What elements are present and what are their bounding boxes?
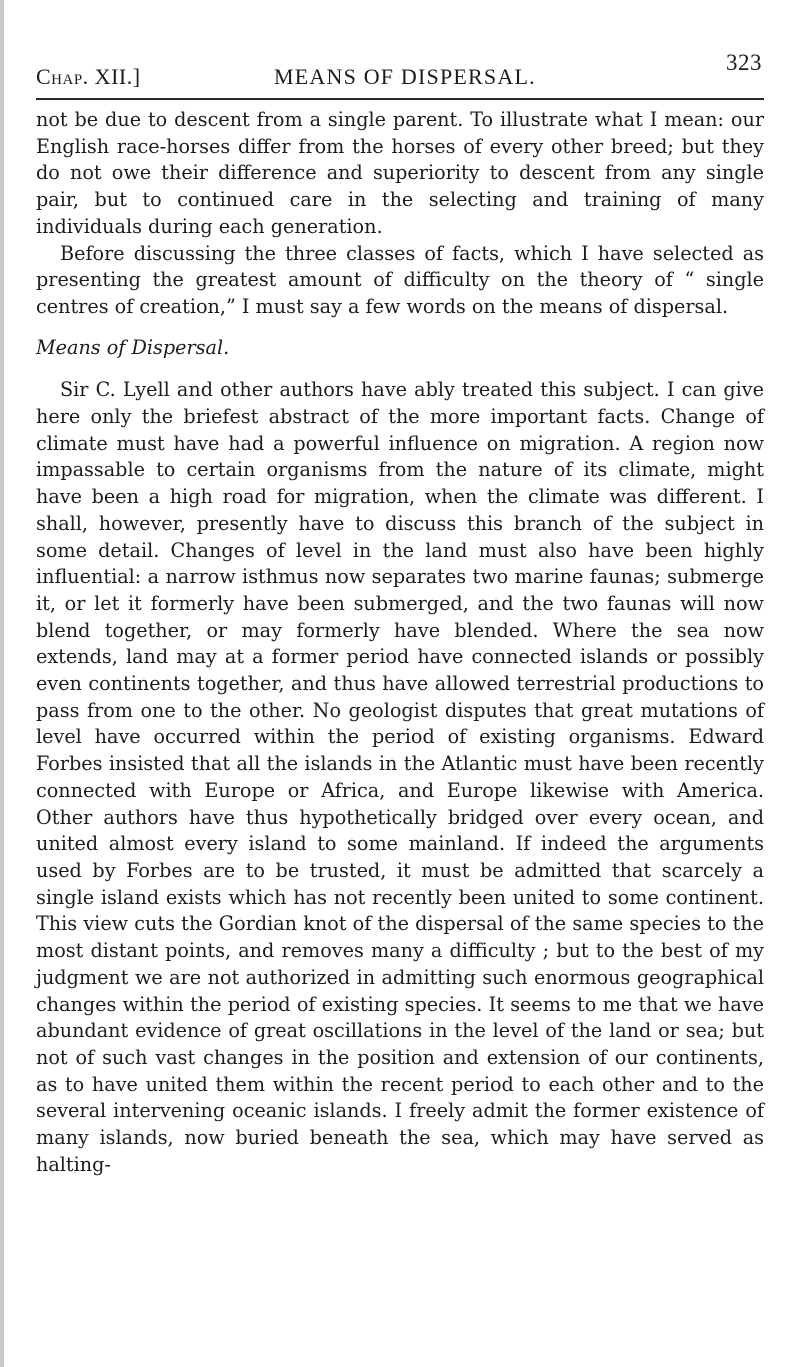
body-text — [36, 107, 764, 1178]
page-number: 323 — [726, 50, 762, 75]
section-heading: Means of Dispersal. — [36, 335, 230, 359]
page-spine-edge — [0, 0, 4, 1367]
chapter-label: Chap. XII.] — [36, 64, 141, 89]
header-rule — [36, 98, 764, 100]
paragraph-continued: not be due to descent from a single parent. To illustrate what I mean: our English race-horses differ from the horses of every other breed; but they do not owe their difference and superiority to descent from any single pair, but to continued care in the selecting and training of many individuals during each generation. — [36, 108, 764, 238]
paragraph-dispersal-intro: Before discussing the three classes of facts, which I have selected as presenting the greatest amount of difficulty on the theory of “ single centres of creation,” I must say a few words on the means of dispersal. — [36, 241, 764, 318]
running-head — [36, 50, 764, 94]
running-title: MEANS OF DISPERSAL. — [274, 64, 536, 89]
paragraph-means-of-dispersal: Sir C. Lyell and other authors have ably treated this subject. I can give here only the briefest abstract of the more important facts. Change of climate must have had a powerful influence on migration. A region now impassable to certain organisms from the nature of its climate, might have been a high road for migration, when the climate was different. I shall, however, presently have to discuss this branch of the subject in some detail. Changes of level in the land must also have been highly influential: a narrow isthmus now separates two marine faunas; submerge it, or let it formerly have been submerged, and the two faunas will now blend together, or may formerly have blended. Where the sea now extends, land may at a former period have connected islands or possibly even continents together, and thus have allowed terrestrial productions to pass from one to the other. No geologist disputes that great mutations of level have occurred within the period of existing organisms. Edward Forbes insisted that all the islands in the Atlantic must have been recently connected with Europe or Africa, and Europe likewise with America. Other authors have thus hypothetically bridged over every ocean, and united almost every island to some mainland. If indeed the arguments used by Forbes are to be trusted, it must be admitted that scarcely a single island exists which has not recently been united to some continent. This view cuts the Gordian knot of the dispersal of the same species to the most distant points, and removes many a difficulty ; but to the best of my judgment we are not authorized in admitting such enormous geographical changes within the period of existing species. It seems to me that we have abundant evidence of great oscillations in the level of the land or sea; but not of such vast changes in the position and extension of our continents, as to have united them within the recent period to each other and to the several intervening oceanic islands. I freely admit the former existence of many islands, now buried beneath the sea, which may have served as halting- — [36, 378, 764, 1176]
